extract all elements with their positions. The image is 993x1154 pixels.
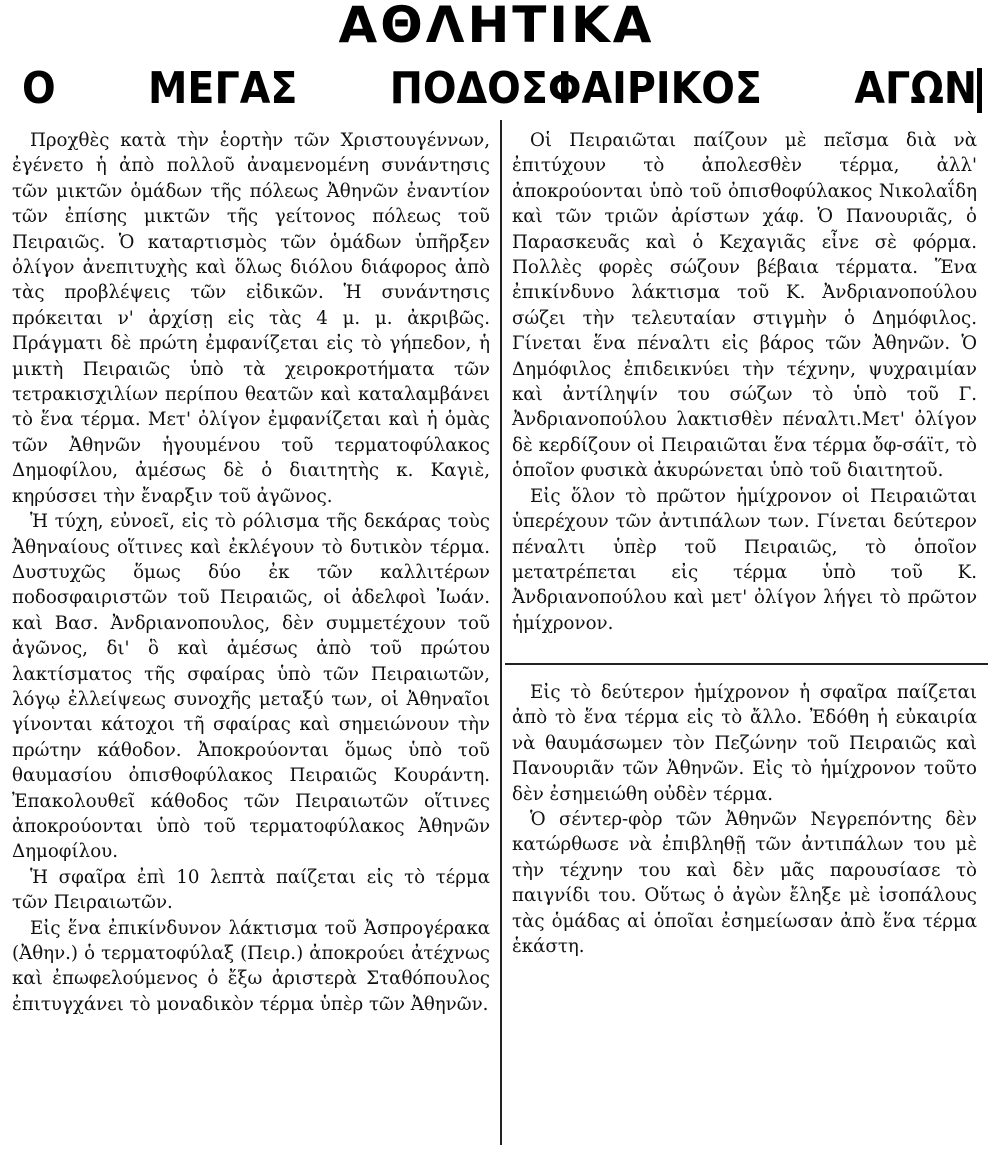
right-column-bottom [512,680,977,959]
right-column-top [512,128,977,636]
section-divider [505,663,988,665]
column-divider [500,120,502,1145]
title-word: Ο [22,62,56,114]
page-headline: ΑΘΛΗΤΙΚΑ [338,0,655,54]
paragraph: Εἰς ὅλον τὸ πρῶτον ἡμίχρονον οἱ Πειραιῶται ὑπερέχουν τῶν ἀντιπάλων των. Γίνεται δεύτερον πέναλτι ὑπὲρ τοῦ Πειραιῶς, τὸ ὁποῖον μετατρέπεται εἰς τέρμα ὑπὸ τοῦ Κ. Ἀνδριανοπούλου καὶ μετ' ὀλίγον λήγει τὸ πρῶτον ἡμίχρονον. [512,485,977,634]
paragraph: Προχθὲς κατὰ τὴν ἑορτὴν τῶν Χριστουγέννων, ἐγένετο ἡ ἀπὸ πολλοῦ ἀναμενομένη συνάντησις τῶν μικτῶν ὁμάδων τῆς πόλεως Ἀθηνῶν ἐναντίον τῶν ἐπίσης μικτῶν τῆς γείτονος πόλεως τοῦ Πειραιῶς. Ὁ καταρτισμὸς τῶν ὁμάδων ὑπῆρξεν ὀλίγον ἀνεπιτυχὴς καὶ ὅλως διόλου διάφορος ἀπὸ τὰς προβλέψεις τῶν εἰδικῶν. Ἡ συνάντησις πρόκειται ν' ἀρχίσῃ εἰς τὰς 4 μ. μ. ἀκριβῶς. Πράγματι δὲ πρώτη ἐμφανίζεται εἰς τὸ γήπεδον, ἡ μικτὴ Πειραιῶς ὑπὸ τὰ χειροκροτήματα τῶν τετρακισχιλίων περίπου θεατῶν καὶ καταλαμβάνει τὸ ἕνα τέρμα. Μετ' ὀλίγον ἐμφανίζεται καὶ ἡ ὁμὰς τῶν Ἀθηνῶν ἡγουμένου τοῦ τερματοφύλακος Δημοφίλου, ἀμέσως δὲ ὁ διαιτητὴς κ. Καγιὲ, κηρύσσει τὴν ἔναρξιν τοῦ ἀγῶνος. [12,130,490,507]
title-word: ΑΓΩΝ [854,62,977,114]
left-column [12,128,490,1017]
paragraph: Ἡ τύχη, εὐνοεῖ, εἰς τὸ ρόλισμα τῆς δεκάρας τοὺς Ἀθηναίους οἵτινες καὶ ἐκλέγουν τὸ δυτικὸν τέρμα. Δυστυχῶς ὅμως δύο ἐκ τῶν καλλιτέρων ποδοσφαιριστῶν τοῦ Πειραιῶς, οἱ ἀδελφοὶ Ἰωάν. καὶ Βασ. Ἀνδριανοπουλος, δὲν συμμετέχουν τοῦ ἀγῶνος, δι' ὃ καὶ ἀμέσως ἀπὸ τοῦ πρώτου λακτίσματος τῆς σφαίρας ὑπὸ τῶν Πειραιωτῶν, λόγῳ ἐλλείψεως συνοχῆς μεταξύ των, οἱ Ἀθηναῖοι γίνονται κάτοχοι τῆ σφαίρας καὶ σημειώνουν τὴν πρώτην κάθοδον. Ἀποκρούονται ὅμως ὑπὸ τοῦ θαυμασίου ὀπισθοφύλακος Πειραιῶς Κουράντη. Ἐπακολουθεῖ κάθοδος τῶν Πειραιωτῶν οἵτινες ἀποκρούονται ὑπὸ τοῦ τερματοφύλακος Ἀθηνῶν Δημοφίλου. [12,511,490,863]
paragraph: Οἱ Πειραιῶται παίζουν μὲ πεῖσμα διὰ νὰ ἐπιτύχουν τὸ ἀπολεσθὲν τέρμα, ἀλλ' ἀποκρούονται ὑπὸ τοῦ ὀπισθοφύλακος Νικολαΐδη καὶ τῶν τριῶν ἀρίστων χάφ. Ὁ Πανουριᾶς, ὁ Παρασκευᾶς καὶ ὁ Κεχαγιᾶς εἶνε σὲ φόρμα. Πολλὲς φορὲς σώζουν βέβαια τέρματα. Ἕνα ἐπικίνδυνο λάκτισμα τοῦ Κ. Ἀνδριανοπούλου σώζει τὴν τελευταίαν στιγμὴν ὁ Δημόφιλος. Γίνεται ἕνα πέναλτι εἰς βάρος τῶν Ἀθηνῶν. Ὁ Δημόφιλος ἐπιδεικνύει τὴν τέχνην, ψυχραιμίαν καὶ ἀντίληψίν του σώζων τὸ ὑπὸ τοῦ Γ. Ἀνδριανοπούλου λακτισθὲν πέναλτι.Μετ' ὀλίγον δὲ κερδίζουν οἱ Πειραιῶται ἕνα τέρμα ὄφ-σάϊτ, τὸ ὁποῖον φυσικὰ ἀκυρώνεται ὑπὸ τοῦ διαιτητοῦ. [512,130,977,482]
article-title [22,62,977,114]
title-word: ΠΟΔΟΣΦΑΙΡΙΚΟΣ [389,62,762,114]
title-edge-rule [977,68,982,113]
paragraph: Εἰς ἕνα ἐπικίνδυνον λάκτισμα τοῦ Ἀσπρογέρακα (Ἀθην.) ὁ τερματοφύλαξ (Πειρ.) ἀποκρούει ἀτέχνως καὶ ἐπωφελούμενος ὁ ἔξω ἀριστερὰ Σταθόπουλος ἐπιτυγχάνει τὸ μοναδικὸν τέρμα ὑπὲρ τῶν Ἀθηνῶν. [12,917,490,1015]
title-word: ΜΕΓΑΣ [148,62,298,114]
paragraph: Ὁ σέντερ-φὸρ τῶν Ἀθηνῶν Νεγρεπόντης δὲν κατώρθωσε νὰ ἐπιβληθῇ τῶν ἀντιπάλων του μὲ τὴν τέχνην του καὶ δὲν μᾶς παρουσίασε τὸ παιγνίδι του. Οὕτως ὁ ἀγὼν ἔληξε μὲ ἰσοπάλους τὰς ὁμάδας αἱ ὁποῖαι ἐσημείωσαν ἀπὸ ἕνα τέρμα ἑκάστη. [512,809,977,958]
paragraph: Εἰς τὸ δεύτερον ἡμίχρονον ἡ σφαῖρα παίζεται ἀπὸ τὸ ἕνα τέρμα εἰς τὸ ἄλλο. Ἐδόθη ἡ εὐκαιρία νὰ θαυμάσωμεν τὸν Πεζώνην τοῦ Πειραιῶς καὶ Πανουριᾶν τῶν Ἀθηνῶν. Εἰς τὸ ἡμίχρονον τοῦτο δὲν ἐσημειώθη οὐδὲν τέρμα. [512,682,977,805]
paragraph: Ἡ σφαῖρα ἐπὶ 10 λεπτὰ παίζεται εἰς τὸ τέρμα τῶν Πειραιωτῶν. [12,866,490,914]
